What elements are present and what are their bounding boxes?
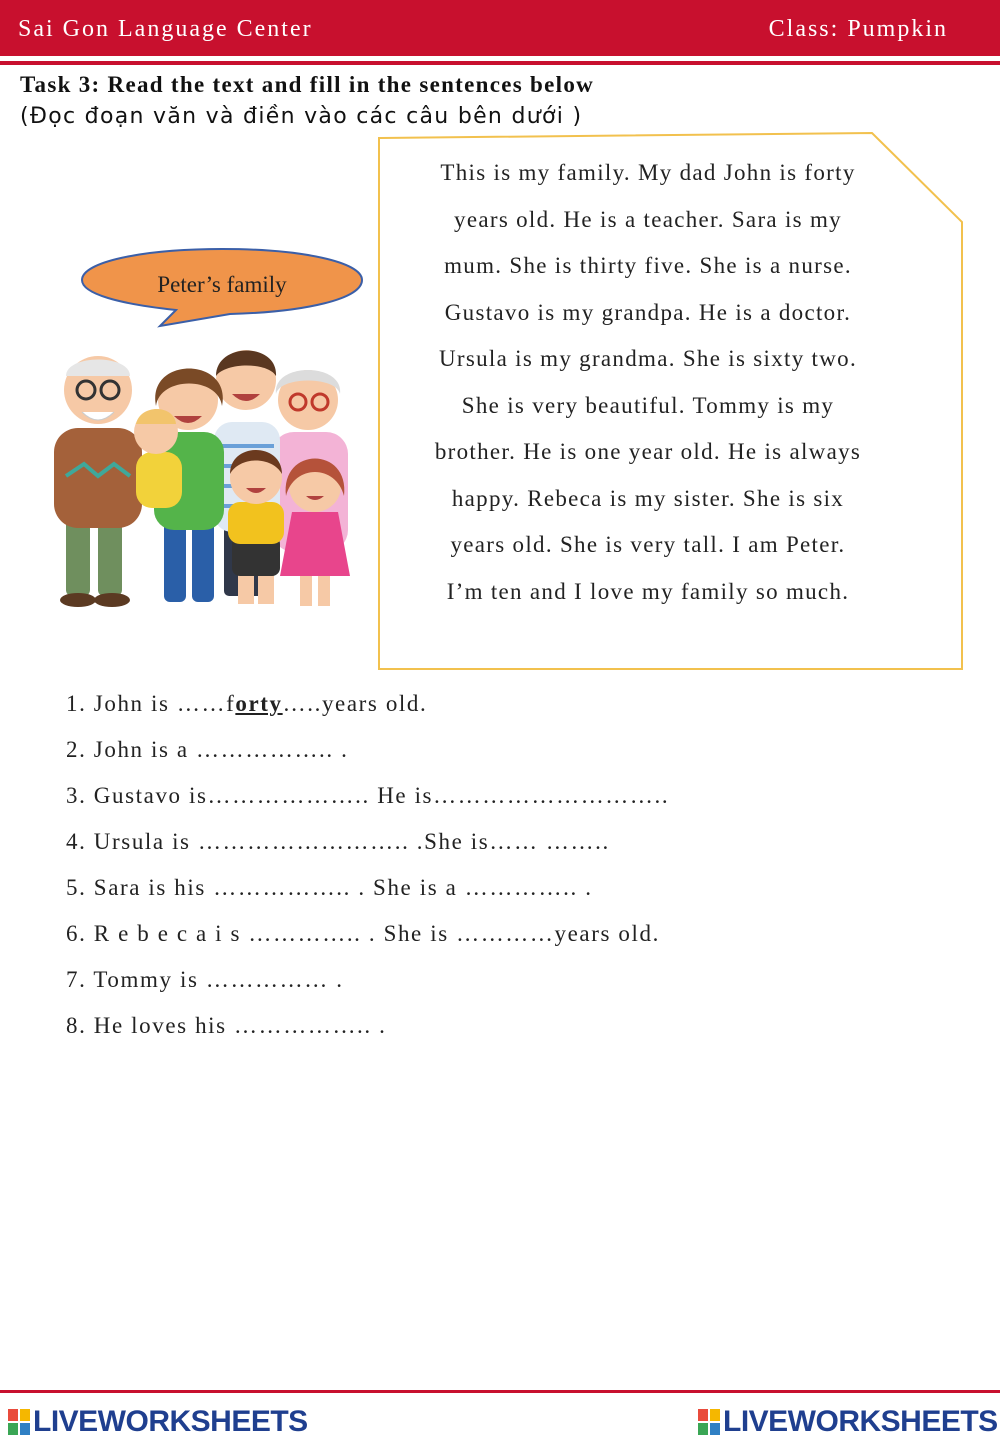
task-subtitle: (Đọc đoạn văn và điền vào các câu bên dưới ) (20, 104, 583, 129)
liveworksheets-wordmark: LIVEWORKSHEETS (33, 1405, 308, 1438)
task-title: Task 3: Read the text and fill in the sentences below (20, 72, 595, 97)
liveworksheets-logo-icon (8, 1409, 30, 1435)
bubble-label: Peter’s family (157, 272, 287, 297)
question-list (66, 686, 669, 1054)
question-7[interactable]: 7. Tommy is …………… . (66, 967, 344, 992)
passage-line: She is very beautiful. Tommy is my (461, 392, 835, 418)
class-label: Class: Pumpkin (768, 16, 948, 42)
question-3[interactable]: 3. Gustavo is……………….. He is……………………….. (66, 783, 670, 808)
footer-divider (0, 1390, 1000, 1393)
reading-passage (378, 150, 918, 615)
passage-line: Gustavo is my grandpa. He is a doctor. (444, 299, 852, 325)
passage-line: years old. She is very tall. I am Peter. (450, 532, 846, 557)
girl-figure (280, 459, 350, 607)
passage-line: mum. She is thirty five. She is a nurse. (444, 253, 852, 278)
question-1-suffix: …..years old. (282, 691, 428, 716)
question-8[interactable]: 8. He loves his …………….. . (66, 1013, 387, 1038)
question-2[interactable]: 2. John is a …………….. . (66, 737, 349, 762)
liveworksheets-logo-left (8, 1405, 308, 1439)
answer-field-1[interactable]: orty (235, 691, 283, 716)
liveworksheets-wordmark: LIVEWORKSHEETS (723, 1405, 998, 1438)
passage-line: Ursula is my grandma. She is sixty two. (438, 346, 858, 371)
passage-line: years old. He is a teacher. Sara is my (454, 206, 842, 232)
speech-bubble (80, 244, 370, 334)
question-1 (66, 686, 669, 732)
header-divider (0, 61, 1000, 65)
passage-line: I’m ten and I love my family so much. (446, 578, 850, 604)
question-5[interactable]: 5. Sara is his …………….. . She is a ………….. . (66, 875, 593, 900)
header-bar (0, 0, 1000, 56)
question-6[interactable]: 6. R e b e c a i s ………….. . She is …………years old. (66, 921, 660, 946)
center-name: Sai Gon Language Center (18, 16, 313, 42)
passage-line: brother. He is one year old. He is always (434, 439, 862, 464)
liveworksheets-logo-icon (698, 1409, 720, 1435)
question-1-prefix: 1. John is ……f (66, 691, 236, 716)
passage-line: happy. Rebeca is my sister. She is six (451, 485, 845, 511)
liveworksheets-logo-right (698, 1405, 998, 1439)
family-illustration (36, 336, 366, 626)
question-4[interactable]: 4. Ursula is …………………….. .She is…… …….. (66, 829, 610, 854)
baby-figure (134, 409, 182, 508)
passage-line: This is my family. My dad John is forty (440, 160, 856, 185)
grandpa-figure (54, 356, 142, 607)
